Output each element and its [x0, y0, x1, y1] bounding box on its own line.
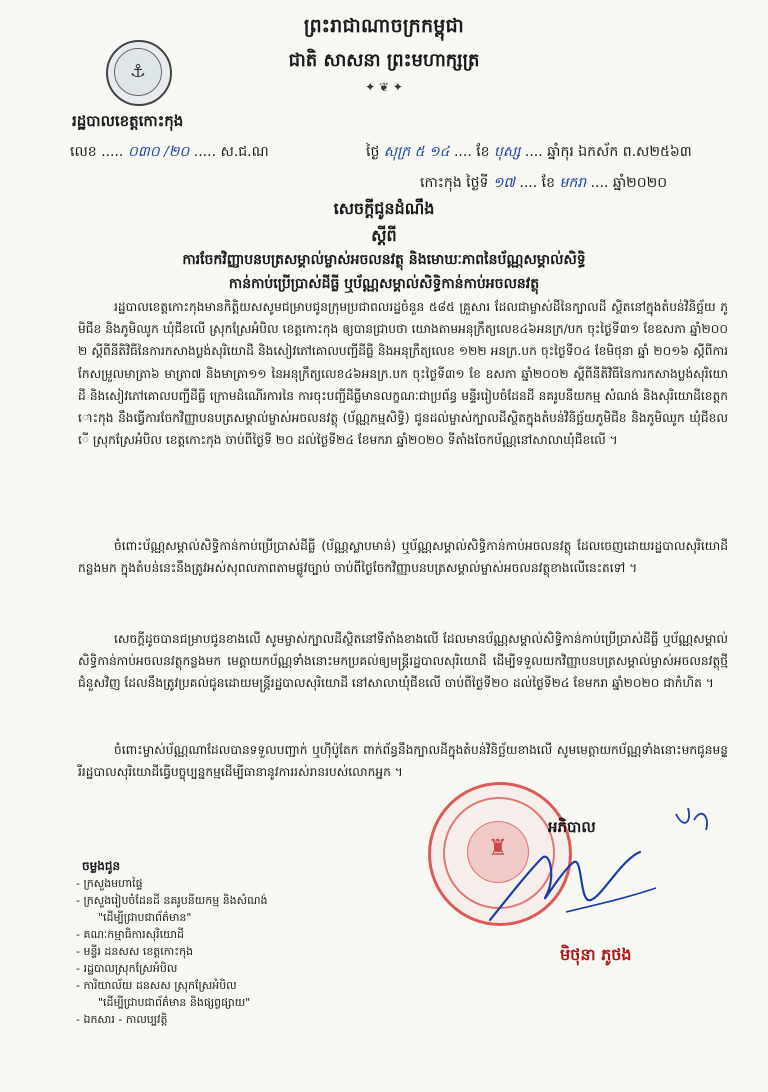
ornament-divider: ✦ ❦ ✦ — [365, 80, 403, 94]
body-paragraph-4: ចំពោះម្ចាស់ប័ណ្ណណាដែលបានទទួលបញ្ជាក់ ឬហ៊ីប៉ូតែក ពាក់ព័ន្ធនឹងក្បាលដីក្នុងតំបន់វិនិច្ឆ័យខាងលើ សូមមេត្តាយកប័ណ្ណទាំងនោះមកជូនមន្ត្រីរដ្ឋបាលសុរិយោដីធ្វើបច្ចុប្បន្នកម្មដើម្បីធានានូវការរស់រានរបស់លោកអ្នក ។ — [78, 743, 728, 780]
document-title: សេចក្តីជូនដំណឹង — [333, 199, 435, 218]
recipient-note: "ដើម្បីជ្រាបជាព័ត៌មាន" — [98, 911, 192, 924]
solar-date: កោះកុង ថ្ងៃទី ១៧ .... ខែ មករា .... ឆ្នាំ២០២០ — [420, 175, 668, 191]
recipient-item: - ឯកសារ - កាលប្បវត្តិ — [76, 1013, 168, 1026]
lunar-date-handwritten: សុក្រ ៥ ១៤ — [383, 144, 450, 160]
national-motto: ជាតិ សាសនា ព្រះមហាក្សត្រ — [288, 50, 480, 71]
copy-to-title: ចម្លងជូន — [82, 859, 121, 873]
signatory-title: អភិបាល — [548, 818, 596, 836]
body-paragraph-1: រដ្ឋបាលខេត្តកោះកុងមានកិត្តិយសសូមជម្រាបជូនក្រុមប្រជាពលរដ្ឋចំនួន ៥៨៥ គ្រួសារ ដែលជាម្ចាស់ដីនៃក្បាលដី ស្ថិតនៅក្នុងតំបន់វិនិច្ឆ័យ ភូមិជីខ និងភូមិឈូក ឃុំជីខលើ ស្រុកស្រែអំបិល ខេត្តកោះកុង ឲ្យបានជ្រាបថា យោងតាមអនុក្រឹត្យលេខ៤៦អនក្រ/បក ចុះថ្ងៃទី៣១ ខែឧសភា ឆ្នាំ២០០២ ស្តីពីនីតិវិធីនៃការកសាងប្លង់សុរិយោដី និងសៀវភៅគោលបញ្ជីដីធ្លី និងអនុក្រឹត្យលេខ ១២២ អនក្រ.បក ចុះថ្ងៃទី០៤ ខែមិថុនា ឆ្នាំ ២០១៦ ស្តីពីការកែសម្រួលមាត្រា៦ មាត្រា៧ និងមាត្រា១១ នៃអនុក្រឹត្យលេខ៤៦អនក្រ.បក ចុះថ្ងៃទី៣១ ខែ ឧសភា ឆ្នាំ២០០២ ស្តីពីនីតិវិធីនៃការកសាងប្លង់សុរិយោដី និងសៀវភៅគោលបញ្ជីដីធ្លី ក្រោមដំណើរការនៃ ការចុះបញ្ជីដីធ្លីមានលក្ខណៈជាប្រព័ន្ធ មន្ទីររៀបចំដែនដី នគរូបនីយកម្ម សំណង់ និងសុរិយោដីខេត្តកោះកុង នឹងធ្វើការចែកវិញ្ញាបនបត្រសម្គាល់ម្ចាស់អចលនវត្ថុ (ប័ណ្ណកម្មសិទ្ធិ) ជូនដល់ម្ចាស់ក្បាលដីស្ថិតក្នុងតំបន់វិនិច្ឆ័យភូមិជីខ និងភូមិឈូក ឃុំជីខលើ ស្រុកស្រែអំបិល ខេត្តកោះកុង ចាប់ពីថ្ងៃទី ២០ ដល់ថ្ងៃទី២៤ ខែមករា ឆ្នាំ២០២០ ទីតាំងចែកប័ណ្ណនៅសាលាឃុំជីខលើ ។ — [78, 300, 728, 448]
subject-line-2: កាន់កាប់ប្រើប្រាស់ដីធ្លី ឬប័ណ្ណសម្គាល់សិទ្ធិកាន់កាប់អចលនវត្ថុ — [228, 276, 540, 292]
recipient-item: - ក្រសួងរៀបចំដែនដី នគរូបនីយកម្ម និងសំណង់ — [76, 894, 268, 907]
recipient-item: - ក្រសួងមហាផ្ទៃ — [76, 877, 143, 890]
solar-month-handwritten: មករា — [559, 175, 587, 191]
solar-date-prefix: កោះកុង ថ្ងៃទី — [420, 175, 489, 191]
reference-number: លេខ ..... ០៣០ /២០ ..... ស.ជ.ណ — [70, 144, 269, 160]
lunar-month-prefix: ខែ — [476, 144, 490, 160]
body-paragraph-3: សេចក្តីដូចបានជម្រាបជូនខាងលើ សូមម្ចាស់ក្បាលដីស្ថិតនៅទីតាំងខាងលើ ដែលមានប័ណ្ណសម្គាល់សិទ្ធិកាន់កាប់ប្រើប្រាស់ដីធ្លី ឬប័ណ្ណសម្គាល់សិទ្ធិកាន់កាប់អចលនវត្ថុកន្លងមក មេត្តាយកប័ណ្ណទាំងនោះមកប្រគល់ឲ្យមន្ត្រីរដ្ឋបាលសុរិយោដី ដើម្បីទទួលយកវិញ្ញាបនបត្រសម្គាល់ម្ចាស់អចលនវត្ថុថ្មីជំនួសវិញ ដែលនឹងត្រូវប្រគល់ជូនដោយមន្ត្រីរដ្ឋបាលសុរិយោដី នៅសាលាឃុំជីខលើ ចាប់ពីថ្ងៃទី២០ ដល់ថ្ងៃទី២៤ ខែមករា ឆ្នាំ២០២០ ជាកំហិត ។ — [78, 632, 728, 691]
solar-year: ឆ្នាំ២០២០ — [612, 175, 668, 191]
signature-scribble-icon — [470, 800, 730, 940]
document-about: ស្តីពី — [371, 226, 397, 245]
kingdom-heading: ព្រះរាជាណាចក្រកម្ពុជា — [303, 15, 465, 37]
ref-prefix: លេខ — [70, 144, 97, 160]
body-paragraph-2: ចំពោះប័ណ្ណសម្គាល់សិទ្ធិកាន់កាប់ប្រើប្រាស់ដីធ្លី (ប័ណ្ណស្លាបមាន់) ឬប័ណ្ណសម្គាល់សិទ្ធិកាន់កាប់អចលនវត្ថុ ដែលចេញដោយរដ្ឋបាលសុរិយោដីកន្លងមក ក្នុងតំបន់នេះនឹងត្រូវអស់សុពលភាពតាមផ្លូវច្បាប់ ចាប់ពីថ្ងៃចែកវិញ្ញាបនបត្រសម្គាល់ម្ចាស់អចលនវត្ថុខាងលើនេះតទៅ ។ — [78, 539, 728, 576]
subject-line-1: ការចែកវិញ្ញាបនបត្រសម្គាល់ម្ចាស់អចលនវត្ថុ និងមោឃៈភាពនៃប័ណ្ណសម្គាល់សិទ្ធិ — [182, 252, 586, 268]
lunar-date-prefix: ថ្ងៃ — [366, 144, 380, 160]
recipient-item: - គណៈកម្មាធិការសុរិយោដី — [76, 928, 185, 941]
ref-suffix: ស.ជ.ណ — [220, 144, 269, 160]
recipient-note: "ដើម្បីជ្រាបជាព័ត៌មាន និងផ្សព្វផ្សាយ" — [98, 996, 251, 1009]
solar-month-prefix: ខែ — [541, 175, 555, 191]
recipient-item: - រដ្ឋបាលស្រុកស្រែអំបិល — [76, 962, 178, 975]
royal-emblem-icon: ⚓ — [106, 40, 172, 106]
lunar-month-handwritten: បុស្ស — [494, 144, 521, 160]
issuing-administration: រដ្ឋបាលខេត្តកោះកុង — [72, 112, 184, 130]
lunar-date: ថ្ងៃ សុក្រ ៥ ១៤ .... ខែ បុស្ស .... ឆ្នាំកុរ ឯកស័ក ព.ស២៥៦៣ — [366, 144, 692, 160]
ref-number-handwritten: ០៣០ /២០ — [127, 144, 190, 160]
lunar-year: ឆ្នាំកុរ ឯកស័ក ព.ស២៥៦៣ — [547, 144, 692, 160]
recipient-item: - មន្ទីរ ដនសស ខេត្តកោះកុង — [76, 945, 194, 958]
signatory-name: មិថុនា ភូថង — [560, 945, 632, 964]
official-stamp-icon: ♜ — [428, 782, 572, 926]
recipient-item: - ការិយាល័យ ដនសស ស្រុកស្រែអំបិល — [76, 979, 237, 992]
solar-day-handwritten: ១៧ — [492, 175, 515, 191]
